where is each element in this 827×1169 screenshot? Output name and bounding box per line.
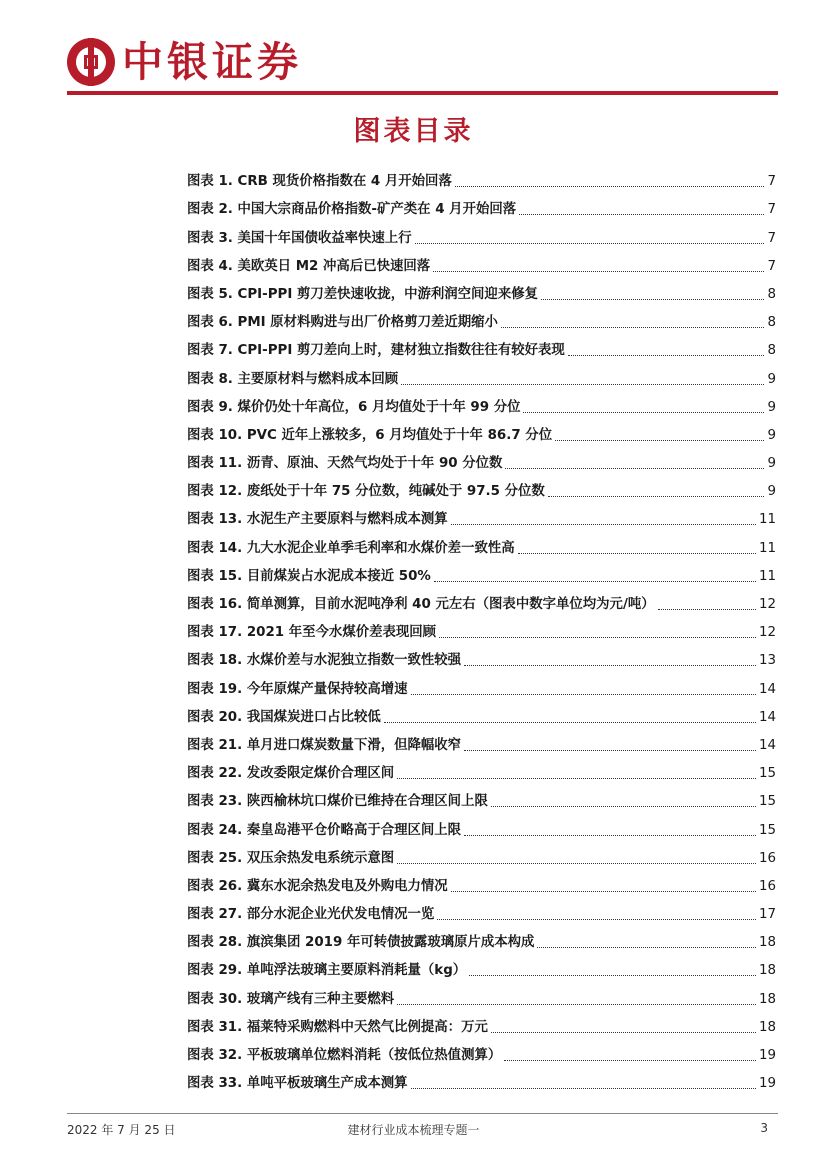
toc-entry-label: 图表 3. 美国十年国债收益率快速上行 [187, 230, 412, 246]
toc-entry[interactable] [187, 699, 776, 727]
toc-entry-page: 11 [758, 512, 776, 528]
footer-report-title: 建材行业成本梳理专题一 [347, 1123, 480, 1137]
toc-entry[interactable] [187, 191, 776, 219]
toc-entry[interactable] [187, 586, 776, 614]
toc-entry[interactable] [187, 980, 776, 1008]
toc-leader-dots [434, 581, 756, 582]
toc-entry[interactable] [187, 163, 776, 191]
page-header [0, 0, 827, 100]
toc-leader-dots [464, 665, 756, 666]
toc-leader-dots [401, 384, 764, 385]
toc-leader-dots [397, 863, 756, 864]
brand-name: 中银证券 [122, 38, 302, 86]
toc-entry-label: 图表 9. 煤价仍处十年高位，6 月均值处于十年 99 分位 [187, 399, 521, 415]
toc-entry-page: 15 [758, 766, 776, 782]
toc-entry-label: 图表 13. 水泥生产主要原料与燃料成本测算 [187, 512, 448, 528]
toc-entry-label: 图表 26. 冀东水泥余热发电及外购电力情况 [187, 878, 448, 894]
toc-entry-page: 14 [758, 737, 776, 753]
toc-leader-dots [548, 496, 765, 497]
toc-entry-page: 14 [758, 681, 776, 697]
toc-entry-page: 9 [767, 399, 776, 415]
toc-entry-page: 15 [758, 822, 776, 838]
toc-leader-dots [555, 440, 764, 441]
toc-entry-label: 图表 29. 单吨浮法玻璃主要原料消耗量（kg） [187, 963, 467, 979]
toc-entry[interactable] [187, 868, 776, 896]
toc-leader-dots [411, 694, 756, 695]
toc-entry-label: 图表 19. 今年原煤产量保持较高增速 [187, 681, 408, 697]
toc-entry[interactable] [187, 755, 776, 783]
toc-entry-label: 图表 27. 部分水泥企业光伏发电情况一览 [187, 907, 435, 923]
toc-entry[interactable] [187, 642, 776, 670]
toc-entry-page: 8 [767, 315, 776, 331]
toc-entry-label: 图表 17. 2021 年至今水煤价差表现回顾 [187, 625, 437, 641]
toc-entry-page: 19 [758, 1048, 776, 1063]
toc-leader-dots [658, 609, 756, 610]
toc-entry-page: 9 [767, 456, 776, 472]
toc-entry[interactable] [187, 501, 776, 529]
toc-entry[interactable] [187, 811, 776, 839]
toc-leader-dots [491, 1032, 756, 1033]
toc-entry-label: 图表 31. 福莱特采购燃料中天然气比例提高：万元 [187, 1019, 488, 1035]
toc-leader-dots [501, 327, 765, 328]
toc-entry-label: 图表 10. PVC 近年上涨较多，6 月均值处于十年 86.7 分位 [187, 427, 553, 443]
toc-entry-page: 13 [758, 653, 776, 669]
toc-entry-page: 16 [758, 850, 776, 866]
toc-entry[interactable] [187, 248, 776, 276]
toc-leader-dots [397, 778, 756, 779]
toc-entry[interactable] [187, 332, 776, 360]
toc-leader-dots [455, 186, 765, 187]
toc-entry-page: 8 [767, 343, 776, 359]
toc-entry-label: 图表 22. 发改委限定煤价合理区间 [187, 766, 395, 782]
toc-entry[interactable] [187, 840, 776, 868]
toc-leader-dots [451, 524, 756, 525]
toc-leader-dots [415, 243, 765, 244]
toc-entry-label: 图表 15. 目前煤炭占水泥成本接近 50% [187, 568, 431, 584]
toc-entry[interactable] [187, 445, 776, 473]
toc-entry-label: 图表 20. 我国煤炭进口占比较低 [187, 709, 381, 725]
toc-leader-dots [541, 299, 764, 300]
toc-entry-label: 图表 12. 废纸处于十年 75 分位数，纯碱处于 97.5 分位数 [187, 484, 545, 500]
toc-entry[interactable] [187, 417, 776, 445]
toc-entry-label: 图表 23. 陕西榆林坑口煤价已维持在合理区间上限 [187, 794, 488, 810]
toc-leader-dots [523, 412, 764, 413]
toc-entry-page: 11 [758, 568, 776, 584]
toc-entry-label: 图表 6. PMI 原材料购进与出厂价格剪刀差近期缩小 [187, 315, 498, 331]
toc-entry[interactable] [187, 783, 776, 811]
toc-entry-page: 12 [758, 597, 776, 612]
toc-entry-page: 7 [767, 174, 776, 190]
header-divider [67, 91, 778, 95]
toc-entry-label: 图表 18. 水煤价差与水泥独立指数一致性较强 [187, 653, 462, 669]
toc-entry-label: 图表 24. 秦皇岛港平仓价略高于合理区间上限 [187, 822, 462, 838]
toc-entry-page: 18 [758, 963, 776, 979]
footer-date: 2022 年 7 月 25 日 [67, 1123, 176, 1137]
toc-entry-page: 7 [767, 202, 776, 218]
toc-entry-page: 9 [767, 371, 776, 387]
toc-leader-dots [504, 1060, 756, 1061]
toc-entry-label: 图表 11. 沥青、原油、天然气均处于十年 90 分位数 [187, 456, 503, 472]
toc-entry[interactable] [187, 924, 776, 952]
toc-entry-label: 图表 16. 简单测算，目前水泥吨净利 40 元左右（图表中数字单位均为元/吨） [187, 597, 655, 612]
toc-leader-dots [469, 975, 756, 976]
toc-entry[interactable] [187, 952, 776, 980]
page-title: 图表目录 [353, 116, 474, 147]
toc-entry-label: 图表 14. 九大水泥企业单季毛利率和水煤价差一致性高 [187, 540, 515, 556]
toc-leader-dots [464, 750, 756, 751]
toc-entry[interactable] [187, 727, 776, 755]
toc-leader-dots [518, 553, 756, 554]
toc-entry[interactable] [187, 219, 776, 247]
toc-entry-page: 17 [758, 907, 776, 923]
toc-leader-dots [397, 1004, 756, 1005]
toc-leader-dots [437, 919, 756, 920]
toc-entry-label: 图表 7. CPI-PPI 剪刀差向上时，建材独立指数往往有较好表现 [187, 343, 565, 359]
toc-entry-page: 9 [767, 484, 776, 500]
toc-entry-page: 9 [767, 427, 776, 443]
toc-leader-dots [384, 722, 756, 723]
toc-entry-label: 图表 30. 玻璃产线有三种主要燃料 [187, 991, 395, 1007]
toc-leader-dots [537, 947, 756, 948]
footer-page-number: 3 [760, 1121, 768, 1135]
toc-entry[interactable] [187, 614, 776, 642]
toc-entry-label: 图表 32. 平板玻璃单位燃料消耗（按低位热值测算） [187, 1048, 502, 1063]
toc-leader-dots [519, 214, 764, 215]
toc-entry-label: 图表 4. 美欧英日 M2 冲高后已快速回落 [187, 258, 431, 274]
toc-entry[interactable] [187, 896, 776, 924]
toc-entry[interactable] [187, 529, 776, 557]
toc-entry-label: 图表 5. CPI-PPI 剪刀差快速收拢，中游利润空间迎来修复 [187, 286, 538, 302]
toc-leader-dots [568, 355, 765, 356]
toc-entry-page: 18 [758, 991, 776, 1007]
toc-entry-label: 图表 33. 单吨平板玻璃生产成本测算 [187, 1076, 408, 1092]
toc-entry-page: 18 [758, 1019, 776, 1035]
toc-entry-label: 图表 25. 双压余热发电系统示意图 [187, 850, 395, 866]
toc-entry[interactable] [187, 276, 776, 304]
toc-entry[interactable] [187, 670, 776, 698]
toc-entry-label: 图表 21. 单月进口煤炭数量下滑，但降幅收窄 [187, 737, 462, 753]
toc-entry-label: 图表 28. 旗滨集团 2019 年可转债披露玻璃原片成本构成 [187, 935, 535, 951]
toc-entry-page: 19 [758, 1076, 776, 1092]
toc-entry-page: 15 [758, 794, 776, 810]
bank-of-china-logo [67, 38, 115, 86]
toc-entry[interactable] [187, 304, 776, 332]
footer-divider [67, 1113, 778, 1114]
toc-leader-dots [451, 891, 756, 892]
toc-entry[interactable] [187, 1037, 776, 1065]
toc-entry-page: 11 [758, 540, 776, 556]
toc-entry-label: 图表 8. 主要原材料与燃料成本回顾 [187, 371, 399, 387]
toc-entry-page: 14 [758, 709, 776, 725]
toc-leader-dots [464, 835, 756, 836]
toc-entry-page: 7 [767, 230, 776, 246]
toc-entry-page: 7 [767, 258, 776, 274]
toc-entry[interactable] [187, 473, 776, 501]
toc-entry[interactable] [187, 360, 776, 388]
toc-entry-page: 18 [758, 935, 776, 951]
toc-entry[interactable] [187, 389, 776, 417]
toc-leader-dots [439, 637, 756, 638]
toc-entry-label: 图表 2. 中国大宗商品价格指数-矿产类在 4 月开始回落 [187, 202, 517, 218]
toc-entry[interactable] [187, 558, 776, 586]
table-of-figures [187, 163, 776, 1093]
toc-entry[interactable] [187, 1065, 776, 1093]
toc-leader-dots [505, 468, 764, 469]
toc-leader-dots [411, 1088, 756, 1089]
toc-entry-page: 12 [758, 625, 776, 641]
toc-entry-page: 8 [767, 286, 776, 302]
toc-leader-dots [491, 806, 756, 807]
toc-entry[interactable] [187, 1009, 776, 1037]
toc-entry-page: 16 [758, 878, 776, 894]
toc-entry-label: 图表 1. CRB 现货价格指数在 4 月开始回落 [187, 174, 452, 190]
toc-leader-dots [433, 271, 764, 272]
